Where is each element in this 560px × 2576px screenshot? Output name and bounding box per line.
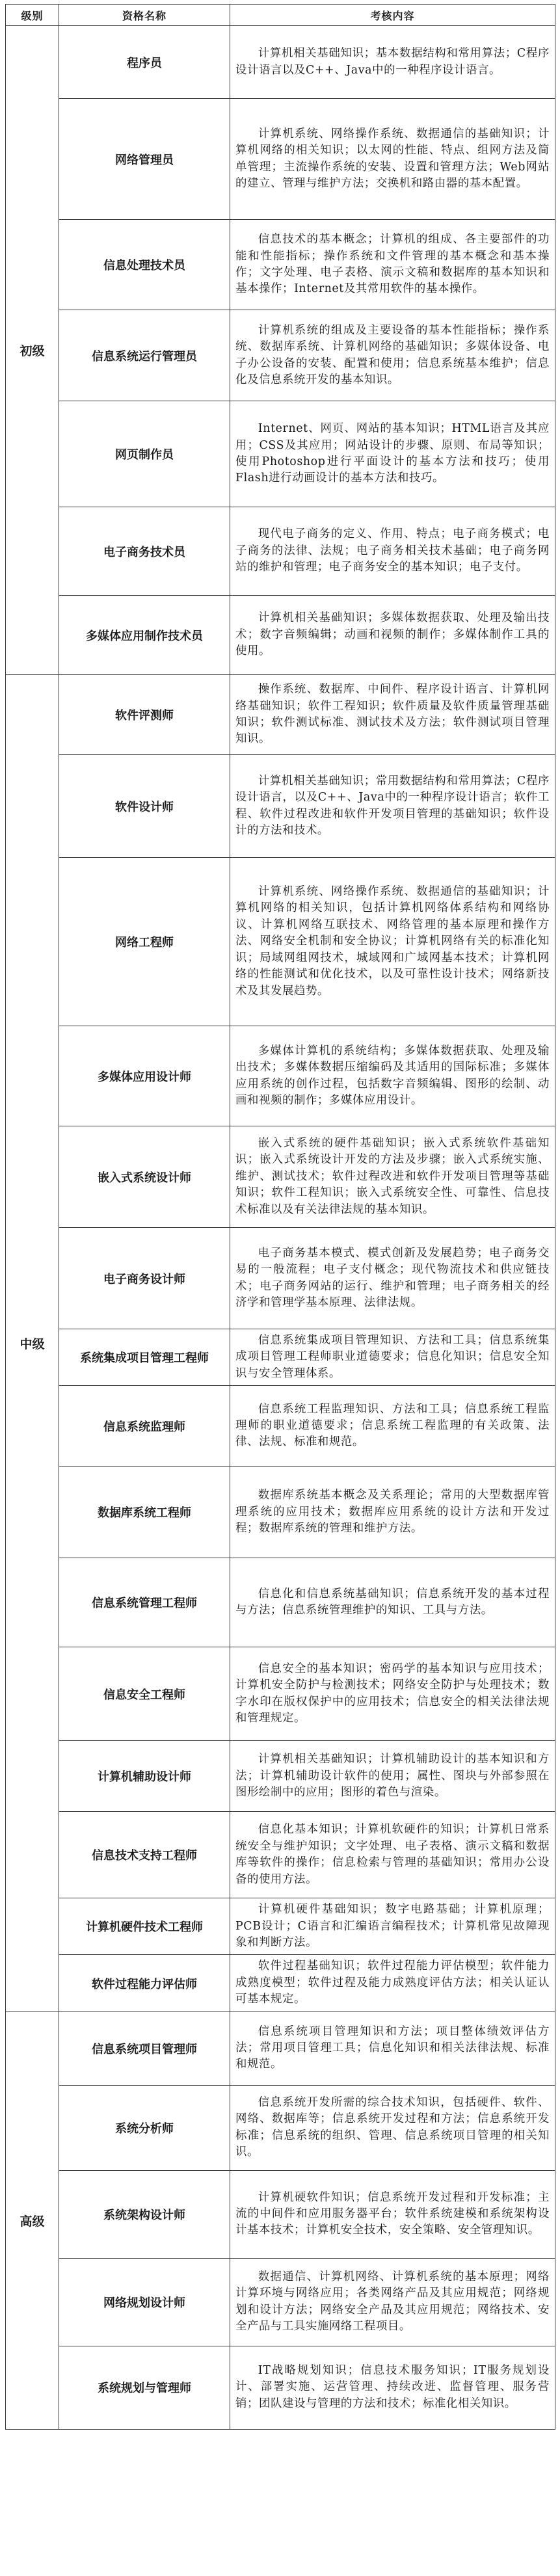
exam-content: 信息系统项目管理知识和方法；项目整体绩效评估方法；常用项目管理工具；信息化知识和相关法律法规、标准和规范。 — [230, 2012, 555, 2085]
qualification-name: 信息系统运行管理员 — [59, 310, 230, 401]
table-row — [6, 596, 555, 675]
level-junior: 初级 — [6, 26, 59, 675]
exam-content: 计算机硬软件知识；信息系统开发过程和开发标准；主流的中间件和应用服务器平台；软件系统建模和系统架构设计基本技术；计算机安全技术，安全策略、安全管理知识。 — [230, 2170, 555, 2258]
qualification-name: 程序员 — [59, 26, 230, 99]
qualification-name: 信息系统监理师 — [59, 1386, 230, 1467]
header-level: 级别 — [6, 5, 59, 26]
qualification-name: 网络管理员 — [59, 99, 230, 220]
exam-content: 电子商务基本模式、模式创新及发展趋势；电子商务交易的一般流程；电子支付概念；现代物流技术和供应链技术；电子商务网站的运行、维护和管理；电子商务相关的经济学和管理学基本原理、法律法规。 — [230, 1228, 555, 1329]
table-row — [6, 1228, 555, 1329]
qualification-name: 网页制作员 — [59, 401, 230, 507]
exam-content: 信息系统集成项目管理知识、方法和工具；信息系统集成项目管理工程师职业道德要求；信息化知识；信息安全知识与安全管理体系。 — [230, 1329, 555, 1386]
qualification-name: 信息技术支持工程师 — [59, 1812, 230, 1898]
exam-content: Internet、网页、网站的基本知识；HTML语言及其应用；CSS及其应用；网站设计的步骤、原则、布局等知识；使用Photoshop进行平面设计的基本方法和技巧；使用Flash进行动画设计的基本方法和技巧。 — [230, 401, 555, 507]
table-row — [6, 401, 555, 507]
qualification-table-sheet — [5, 4, 555, 2430]
table-row — [6, 675, 555, 755]
exam-content: 计算机相关基础知识；常用数据结构和常用算法；C程序设计语言，以及C++、Java中的一种程序设计语言；软件工程、软件过程改进和软件开发项目管理的基础知识；软件设计的方法和技术。 — [230, 755, 555, 858]
exam-content: 计算机系统、网络操作系统、数据通信的基础知识；计算机网络的相关知识；以太网的性能、特点、组网方法及简单管理；主流操作系统的安装、设置和管理方法；Web网站的建立、管理与维护方法；交换机和路由器的基本配置。 — [230, 99, 555, 220]
qualification-name: 计算机辅助设计师 — [59, 1741, 230, 1812]
qualification-name: 网络规划设计师 — [59, 2258, 230, 2346]
exam-content: 信息技术的基本概念；计算机的组成、各主要部件的功能和性能指标；操作系统和文件管理的基本概念和基本操作；文字处理、电子表格、演示文稿和数据库的基本知识和基本操作；Internet及其常用软件的基本操作。 — [230, 220, 555, 310]
table-row — [6, 858, 555, 1026]
table-row — [6, 1026, 555, 1126]
exam-content: 计算机硬件基础知识；数字电路基础；计算机原理；PCB设计；C语言和汇编语言编程技术；计算机常见故障现象和判断方法。 — [230, 1898, 555, 1955]
exam-content: 现代电子商务的定义、作用、特点；电子商务模式；电子商务的法律、法规；电子商务相关技术基础；电子商务网站的维护和管理；电子商务安全的基本知识；电子支付。 — [230, 507, 555, 596]
header-name: 资格名称 — [59, 5, 230, 26]
level-intermediate: 中级 — [6, 675, 59, 2012]
table-row — [6, 1812, 555, 1898]
exam-content: 信息化基本知识；计算机软硬件的知识；计算机日常系统安全与维护知识；文字处理、电子表格、演示文稿和数据库等软件的操作；信息检索与管理的基础知识；常用办公设备的使用方法。 — [230, 1812, 555, 1898]
level-senior: 高级 — [6, 2012, 59, 2429]
table-row — [6, 1467, 555, 1558]
qualification-name: 电子商务设计师 — [59, 1228, 230, 1329]
exam-content: 数据库系统基本概念及关系理论；常用的大型数据库管理系统的应用技术；数据库应用系统的设计方法和开发过程；数据库系统的管理和维护方法。 — [230, 1467, 555, 1558]
table-row — [6, 1647, 555, 1741]
qualification-table — [5, 4, 555, 2430]
exam-content: IT战略规划知识；信息技术服务知识；IT服务规划设计、部署实施、运营管理、持续改进、监督管理、服务营销；团队建设与管理的方法和技术；标准化相关知识。 — [230, 2346, 555, 2429]
qualification-name: 软件设计师 — [59, 755, 230, 858]
table-row — [6, 507, 555, 596]
table-row — [6, 1955, 555, 2012]
table-row — [6, 2085, 555, 2170]
table-row — [6, 2170, 555, 2258]
table-row — [6, 1386, 555, 1467]
qualification-name: 系统集成项目管理工程师 — [59, 1329, 230, 1386]
table-row — [6, 1329, 555, 1386]
exam-content: 计算机相关基础知识；多媒体数据获取、处理及输出技术；数字音频编辑；动画和视频的制作；多媒体制作工具的使用。 — [230, 596, 555, 675]
table-row — [6, 1741, 555, 1812]
table-row — [6, 2258, 555, 2346]
qualification-name: 多媒体应用设计师 — [59, 1026, 230, 1126]
qualification-name: 信息系统管理工程师 — [59, 1558, 230, 1647]
table-row — [6, 99, 555, 220]
exam-content: 多媒体计算机的系统结构；多媒体数据获取、处理及输出技术；多媒体数据压缩编码及其适用的国际标准；多媒体应用系统的创作过程，包括数字音频编辑、图形的绘制、动画和视频的制作；多媒体应用设计。 — [230, 1026, 555, 1126]
qualification-name: 计算机硬件技术工程师 — [59, 1898, 230, 1955]
exam-content: 信息安全的基本知识；密码学的基本知识与应用技术；计算机安全防护与检测技术；网络安全防护与处理技术；数字水印在版权保护中的应用技术；信息安全的相关法律法规和管理规定。 — [230, 1647, 555, 1741]
table-row — [6, 1898, 555, 1955]
exam-content: 信息系统工程监理知识、方法和工具；信息系统工程监理师的职业道德要求；信息系统工程监理的有关政策、法律、法规、标准和规范。 — [230, 1386, 555, 1467]
exam-content: 计算机系统的组成及主要设备的基本性能指标；操作系统、数据库系统、计算机网络的基础知识；多媒体设备、电子办公设备的安装、配置和使用；信息系统基本维护；信息化及信息系统开发的基本知识。 — [230, 310, 555, 401]
qualification-name: 电子商务技术员 — [59, 507, 230, 596]
qualification-name: 信息处理技术员 — [59, 220, 230, 310]
qualification-name: 多媒体应用制作技术员 — [59, 596, 230, 675]
qualification-name: 软件过程能力评估师 — [59, 1955, 230, 2012]
exam-content: 嵌入式系统的硬件基础知识；嵌入式系统软件基础知识；嵌入式系统设计开发的方法及步骤；嵌入式系统实施、维护、测试技术；软件过程改进和软件开发项目管理等基础知识；软件工程知识；嵌入式系统安全性、可靠性、信息技术标准以及有关法律法规的基本知识。 — [230, 1126, 555, 1228]
table-row — [6, 2012, 555, 2085]
qualification-name: 嵌入式系统设计师 — [59, 1126, 230, 1228]
table-row — [6, 755, 555, 858]
qualification-name: 信息系统项目管理师 — [59, 2012, 230, 2085]
qualification-name: 系统规划与管理师 — [59, 2346, 230, 2429]
table-row — [6, 1558, 555, 1647]
exam-content: 数据通信、计算机网络、计算机系统的基本原理；网络计算环境与网络应用；各类网络产品及其应用规范；网络规划和设计方法；网络安全产品及其应用规范；网络技术、安全产品与工具实施网络工程项目。 — [230, 2258, 555, 2346]
header-content: 考核内容 — [230, 5, 555, 26]
qualification-name: 系统分析师 — [59, 2085, 230, 2170]
table-row — [6, 220, 555, 310]
exam-content: 信息系统开发所需的综合技术知识，包括硬件、软件、网络、数据库等；信息系统开发过程和方法；信息系统开发标准；信息系统的组织、管理、信息系统项目管理的相关知识。 — [230, 2085, 555, 2170]
qualification-name: 数据库系统工程师 — [59, 1467, 230, 1558]
table-row — [6, 2346, 555, 2429]
table-row — [6, 26, 555, 99]
exam-content: 软件过程基础知识；软件过程能力评估模型；软件能力成熟度模型；软件过程及能力成熟度评估方法；相关认证认可基本规定。 — [230, 1955, 555, 2012]
exam-content: 信息化和信息系统基础知识；信息系统开发的基本过程与方法；信息系统管理维护的知识、工具与方法。 — [230, 1558, 555, 1647]
table-row — [6, 1126, 555, 1228]
qualification-name: 信息安全工程师 — [59, 1647, 230, 1741]
qualification-name: 系统架构设计师 — [59, 2170, 230, 2258]
table-row — [6, 310, 555, 401]
exam-content: 操作系统、数据库、中间件、程序设计语言、计算机网络基础知识；软件工程知识；软件质量及软件质量管理基础知识；软件测试标准、测试技术及方法；软件测试项目管理知识。 — [230, 675, 555, 755]
table-header-row — [6, 5, 555, 26]
exam-content: 计算机相关基础知识；计算机辅助设计的基本知识和方法；计算机辅助设计软件的使用；属性、图块与外部参照在图形绘制中的应用；图形的着色与渲染。 — [230, 1741, 555, 1812]
qualification-name: 网络工程师 — [59, 858, 230, 1026]
qualification-name: 软件评测师 — [59, 675, 230, 755]
exam-content: 计算机系统、网络操作系统、数据通信的基础知识；计算机网络的相关知识，包括计算机网络体系结构和网络协议、计算机网络互联技术、网络管理的基本原理和操作方法、网络安全机制和安全协议；计算机网络有关的标准化知识；局域网组网技术，城域网和广域网基本技术；计算机网络的性能测试和优化技术，以及可靠性设计技术；网络新技术及其发展趋势。 — [230, 858, 555, 1026]
exam-content: 计算机相关基础知识；基本数据结构和常用算法；C程序设计语言以及C++、Java中的一种程序设计语言。 — [230, 26, 555, 99]
